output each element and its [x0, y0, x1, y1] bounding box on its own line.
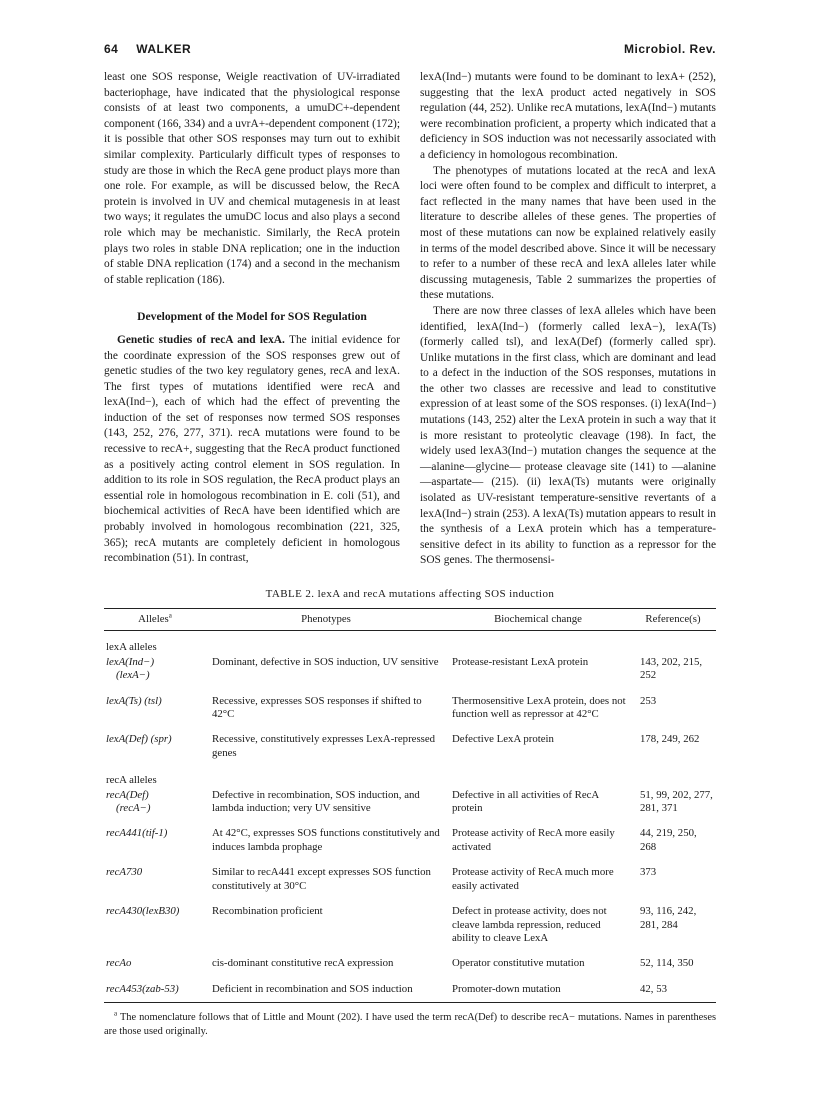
allele-name: recA(Def) [106, 788, 149, 801]
table-row [104, 721, 716, 760]
biochem-cell: Defect in protease activity, does not cleave lambda repression, reduced ability to cleave LexA [452, 905, 607, 944]
allele-cell [104, 788, 206, 816]
biochem-cell: Protease-resistant LexA protein [452, 655, 589, 668]
table-row [104, 788, 716, 816]
phenotype-cell: Defective in recombination, SOS induction, and lambda induction; very UV sensitive [212, 788, 420, 815]
table-row [104, 893, 716, 945]
allele-cell: recA441(tif-1) [106, 827, 168, 840]
running-head-author: WALKER [136, 42, 192, 56]
right-column [420, 70, 716, 569]
allele-cell: recA430(lexB30) [106, 905, 180, 918]
page-number: 64 [104, 42, 119, 56]
phenotype-cell: Recombination proficient [212, 905, 323, 918]
refs-cell: 143, 202, 215, 252 [640, 655, 703, 682]
allele-cell: recA730 [106, 866, 143, 879]
phenotype-cell: cis-dominant constitutive recA expression [212, 957, 394, 970]
refs-cell: 93, 116, 242, 281, 284 [640, 905, 697, 931]
phenotype-cell: Recessive, constitutively expresses LexA-repressed genes [212, 733, 436, 759]
paragraph: lexA(Ind−) mutants were found to be dominant to lexA+ (252), suggesting that the lexA product acted negatively in SOS regulation (44, 252). Unlike recA mutations, lexA(Ind−) mutants were recombination proficient, a property which indicated that a deficiency in SOS induction was not necessarily associated with a deficiency in homologous recombination. [420, 71, 716, 161]
table-row [104, 945, 716, 970]
mutations-table [104, 608, 716, 1003]
group-label: lexA alleles [106, 641, 157, 654]
allele-alias: (lexA−) [116, 669, 150, 682]
phenotype-cell: Dominant, defective in SOS induction, UV sensitive [212, 655, 439, 668]
column-header-biochem: Biochemical change [446, 609, 630, 631]
table-header-row [104, 609, 716, 631]
refs-cell: 44, 219, 250, 268 [640, 827, 697, 853]
allele-alias: (recA−) [116, 802, 151, 815]
paragraph [104, 333, 400, 567]
refs-cell: 253 [640, 694, 657, 707]
section-heading: Development of the Model for SOS Regulation [137, 310, 367, 324]
biochem-cell: Defective in all activities of RecA protein [452, 788, 599, 815]
biochem-cell: Promoter-down mutation [446, 971, 630, 1003]
table-footnote [104, 1011, 716, 1038]
table-2 [104, 588, 716, 1038]
footnote-body: The nomenclature follows that of Little and Mount (202). I have used the term recA(Def) to describe recA− mutations. Names in parentheses are those used originally. [104, 1012, 716, 1037]
biochem-cell: Operator constitutive mutation [452, 957, 585, 970]
phenotype-cell: Similar to recA441 except expresses SOS function constitutively at 30°C [212, 866, 431, 892]
column-header-phenotypes: Phenotypes [206, 609, 446, 631]
refs-cell: 42, 53 [630, 971, 716, 1003]
phenotype-cell: Recessive, expresses SOS responses if shifted to 42°C [212, 694, 422, 721]
phenotype-cell: Deficient in recombination and SOS induction [206, 971, 446, 1003]
run-in-heading: Genetic studies of recA and lexA. [117, 333, 285, 346]
paragraph: There are now three classes of lexA alleles which have been identified, lexA(Ind−) (formerly called lexA−), lexA(Ts) (formerly called tsl), and lexA(Def) (formerly called spr). Unlike mutations in the first class, which are dominant and lead to a defect in the induction of the SOS responses, mutations in the other two classes are recessive and lead to constitutive expression of at least some of the SOS responses. (i) lexA(Ind−) mutations (143, 252) alter the LexA protein in such a way that it is more resistant to proteolytic cleavage (198). In fact, the widely used lexA3(Ind−) mutation changes the sequence at the —alanine—glycine— protease cleavage site (141) to —alanine—aspartate— (215). (ii) lexA(Ts) mutants were originally isolated as UV-resistant temperature-sensitive revertants of a lexA(Ind−) strain (253). A lexA(Ts) mutation appears to result in the synthesis of a LexA protein which has a temperature-sensitive defect in its ability to function as a repressor for the SOS genes. The thermosensi- [420, 304, 716, 567]
footnote-text [104, 1011, 716, 1038]
refs-cell: 178, 249, 262 [640, 733, 700, 746]
biochem-cell: Protease activity of RecA more easily activated [452, 827, 615, 853]
table-row [104, 815, 716, 854]
allele-name: lexA(Ind−) [106, 655, 155, 668]
table-caption: TABLE 2. lexA and recA mutations affecting SOS induction [265, 588, 555, 600]
allele-cell: lexA(Ts) (tsl) [106, 694, 162, 707]
allele-cell: recAo [106, 957, 132, 970]
table-row [104, 683, 716, 722]
paragraph: The phenotypes of mutations located at the recA and lexA loci were often found to be complex and difficult to interpret, a fact reflected in the many names that have been used in the literature to describe alleles of these genes. The properties of most of these mutations can now be explained relatively easily in terms of the model described above. Since it will be necessary to refer to a number of these recA and lexA alleles later while discussing mutagenesis, Table 2 summarizes the properties of these mutations. [420, 164, 716, 302]
group-label: recA alleles [106, 774, 157, 787]
allele-cell: recA453(zab-53) [104, 971, 206, 1003]
group-row-lexA [104, 631, 716, 655]
refs-cell: 373 [640, 866, 657, 879]
phenotype-cell: At 42°C, expresses SOS functions constitutively and induces lambda prophage [212, 827, 440, 853]
running-head-journal: Microbiol. Rev. [624, 42, 716, 56]
body-columns [104, 70, 716, 569]
table-row [104, 655, 716, 683]
biochem-cell: Defective LexA protein [452, 733, 554, 746]
left-column [104, 70, 400, 569]
column-header-refs: Reference(s) [630, 609, 716, 631]
group-row-recA [104, 760, 716, 787]
paragraph: least one SOS response, Weigle reactivation of UV-irradiated bacteriophage, have indicated that the physiological response consists of at least two components, a umuDC+-dependent component (166, 334) and a uvrA+-dependent component (172); it is possible that other SOS responses may turn out to exhibit similar complexity. Particularly difficult types of responses to study are those in which the RecA gene product plays more than one role. For example, as will be discussed below, the RecA protein is involved in UV and chemical mutagenesis in at least two ways; it regulates the umuDC locus and also plays a second role which may be mechanistic. Similarly, the RecA protein plays two roles in stable DNA replication; one in the induction of stable DNA replication (174) and a second in the mechanism of stable replication (186). [104, 71, 400, 286]
footnote-marker: a [168, 611, 172, 620]
refs-cell: 51, 99, 202, 277, 281, 371 [640, 788, 713, 815]
allele-cell [104, 655, 206, 683]
column-header-alleles [104, 609, 206, 631]
footnote-marker: a [114, 1009, 118, 1018]
table-row [104, 854, 716, 893]
biochem-cell: Protease activity of RecA much more easily activated [452, 866, 614, 892]
paragraph-text: The initial evidence for the coordinate expression of the SOS responses grew out of genetic studies of the two key regulatory genes, recA and lexA. The first types of mutations identified were recA and lexA(Ind−), each of which had the effect of preventing the induction of the set of responses now termed SOS responses (143, 252, 276, 277, 371). recA mutations were found to be recessive to recA+, suggesting that the RecA product functioned as a positively acting control element in SOS regulation. In addition to its role in SOS regulation, the RecA product plays an essential role in homologous recombination in E. coli (51), and biochemical activities of RecA have been identified which are probably involved in homologous recombination (221, 325, 365); recA mutants are completely deficient in homologous recombination (51). In contrast, [104, 333, 400, 565]
table-row [104, 971, 716, 1003]
refs-cell: 52, 114, 350 [640, 957, 694, 970]
running-head [104, 42, 716, 56]
allele-cell: lexA(Def) (spr) [106, 733, 172, 746]
biochem-cell: Thermosensitive LexA protein, does not function well as repressor at 42°C [452, 694, 626, 721]
alleles-header-text: Alleles [138, 613, 169, 625]
